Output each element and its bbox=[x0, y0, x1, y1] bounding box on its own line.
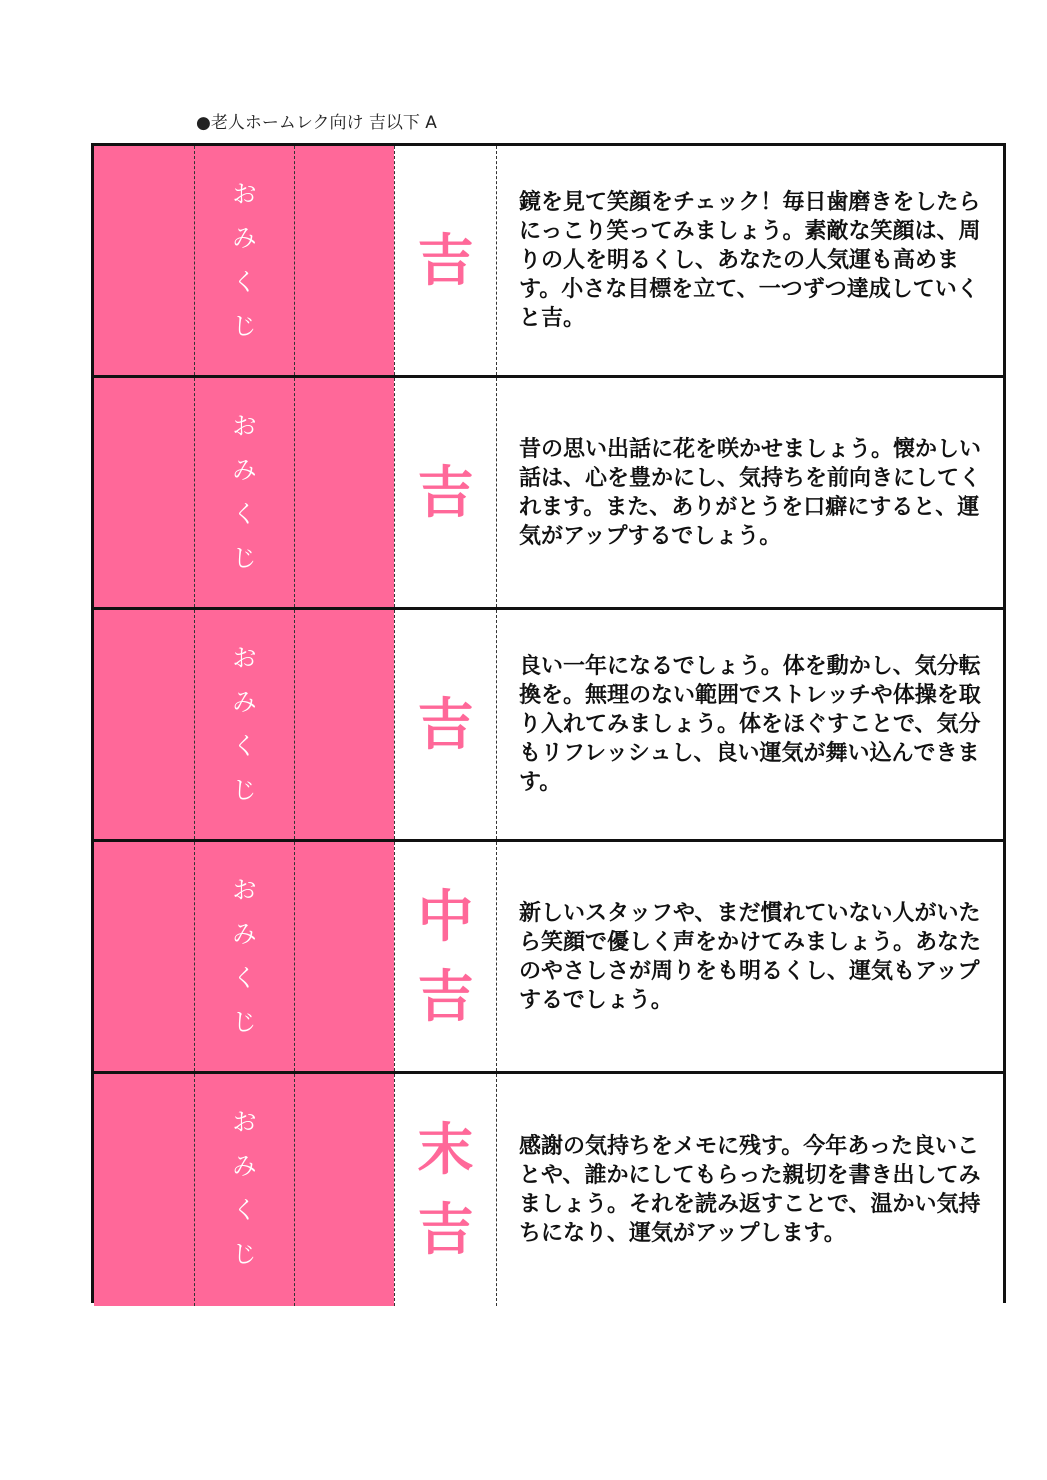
fortune-result bbox=[395, 842, 496, 1071]
label-char: み bbox=[232, 688, 257, 716]
message-text: 昔の思い出話に花を咲かせましょう。懐かしい話は、心を豊かにし、気持ちを前向きにしてくれます。また、ありがとうを口癖にすると、運気がアップするでしょう。 bbox=[519, 436, 982, 549]
omikuji-label bbox=[195, 172, 294, 348]
label-char: お bbox=[232, 412, 257, 440]
fortune-result bbox=[395, 1074, 496, 1306]
fortune-cell bbox=[394, 378, 496, 607]
message-cell bbox=[496, 842, 1003, 1071]
label-char: じ bbox=[232, 312, 257, 340]
pink-strip bbox=[94, 1074, 194, 1306]
pink-strip bbox=[294, 146, 394, 375]
omikuji-row-2 bbox=[94, 378, 1003, 610]
omikuji-row-5 bbox=[94, 1074, 1003, 1306]
fortune-result bbox=[395, 610, 496, 839]
label-char: み bbox=[232, 224, 257, 252]
fortune-message bbox=[519, 610, 997, 839]
omikuji-row-4 bbox=[94, 842, 1003, 1074]
fortune-message bbox=[519, 842, 997, 1071]
omikuji-label bbox=[195, 1100, 294, 1276]
fortune-result bbox=[395, 146, 496, 375]
label-char: お bbox=[232, 180, 257, 208]
label-char: お bbox=[232, 876, 257, 904]
omikuji-label-cell bbox=[194, 146, 294, 375]
fortune-char: 吉 bbox=[417, 459, 474, 526]
pink-strip bbox=[294, 1074, 394, 1306]
label-char: く bbox=[232, 964, 257, 992]
message-text: 良い一年になるでしょう。体を動かし、気分転換を。無理のない範囲でストレッチや体操を取り入れてみましょう。体をほぐすことで、気分もリフレッシュし、良い運気が舞い込んできます。 bbox=[519, 654, 981, 795]
omikuji-row-3 bbox=[94, 610, 1003, 842]
fortune-char: 末 bbox=[417, 1117, 474, 1183]
label-char: み bbox=[232, 1152, 257, 1180]
fortune-result bbox=[395, 378, 496, 607]
label-char: く bbox=[232, 1196, 257, 1224]
message-cell bbox=[496, 610, 1003, 839]
pink-strip bbox=[294, 842, 394, 1071]
label-char: く bbox=[232, 268, 257, 296]
pink-strip bbox=[294, 378, 394, 607]
pink-strip bbox=[94, 610, 194, 839]
message-cell bbox=[496, 146, 1003, 375]
label-char: じ bbox=[232, 1240, 257, 1268]
pink-strip bbox=[94, 146, 194, 375]
pink-strip bbox=[94, 378, 194, 607]
message-cell bbox=[496, 378, 1003, 607]
label-char: じ bbox=[232, 544, 257, 572]
omikuji-label-cell bbox=[194, 1074, 294, 1306]
message-cell bbox=[496, 1074, 1003, 1306]
pink-strip bbox=[94, 842, 194, 1071]
label-char: お bbox=[232, 1108, 257, 1136]
fortune-char: 吉 bbox=[417, 1197, 474, 1263]
fortune-cell bbox=[394, 842, 496, 1071]
label-char: く bbox=[232, 732, 257, 760]
page-title: ●老人ホームレク向け 吉以下 A bbox=[196, 113, 437, 133]
fortune-cell bbox=[394, 610, 496, 839]
fortune-message bbox=[519, 146, 997, 375]
fortune-char: 吉 bbox=[417, 691, 474, 758]
omikuji-label bbox=[195, 636, 294, 812]
fortune-char: 吉 bbox=[417, 227, 474, 294]
label-char: み bbox=[232, 920, 257, 948]
omikuji-label bbox=[195, 868, 294, 1044]
fortune-char: 中 bbox=[417, 883, 474, 950]
omikuji-sheet bbox=[91, 143, 1006, 1303]
label-char: お bbox=[232, 644, 257, 672]
fortune-cell bbox=[394, 1074, 496, 1306]
pink-strip bbox=[294, 610, 394, 839]
omikuji-label-cell bbox=[194, 610, 294, 839]
omikuji-label-cell bbox=[194, 378, 294, 607]
message-text: 鏡を見て笑顔をチェック！毎日歯磨きをしたらにっこり笑ってみましょう。素敵な笑顔は、周りの人を明るくし、あなたの人気運も高めます。小さな目標を立て、一つずつ達成していくと吉。 bbox=[519, 190, 981, 331]
fortune-message bbox=[519, 378, 997, 607]
fortune-cell bbox=[394, 146, 496, 375]
omikuji-row-1 bbox=[94, 146, 1003, 378]
label-char: く bbox=[232, 500, 257, 528]
label-char: じ bbox=[232, 776, 257, 804]
message-text: 感謝の気持ちをメモに残す。今年あった良いことや、誰かにしてもらった親切を書き出してみましょう。それを読み返すことで、温かい気持ちになり、運気がアップします。 bbox=[519, 1134, 981, 1246]
omikuji-label-cell bbox=[194, 842, 294, 1071]
fortune-char: 吉 bbox=[417, 963, 474, 1030]
label-char: み bbox=[232, 456, 257, 484]
message-text: 新しいスタッフや、まだ慣れていない人がいたら笑顔で優しく声をかけてみましょう。あなたのやさしさが周りをも明るくし、運気もアップするでしょう。 bbox=[519, 900, 982, 1013]
fortune-message bbox=[519, 1074, 997, 1306]
omikuji-label bbox=[195, 404, 294, 580]
label-char: じ bbox=[232, 1008, 257, 1036]
